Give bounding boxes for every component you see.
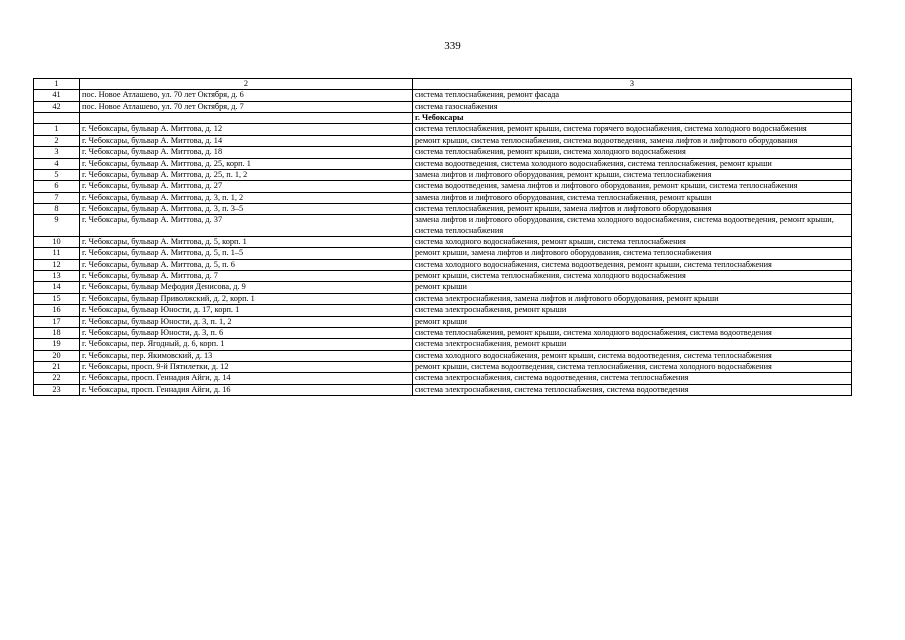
table-row [34,192,852,203]
row-address: г. Чебоксары, бульвар А. Миттова, д. 25, корп. 1 [80,158,413,169]
row-address: пос. Новое Атлашево, ул. 70 лет Октября, д. 7 [80,101,413,112]
row-address: г. Чебоксары, бульвар Юности, д. 3, п. 6 [80,327,413,338]
row-works: система газоснабжения [413,101,852,112]
row-number: 13 [34,271,80,282]
row-works: система водоотведения, замена лифтов и лифтового оборудования, ремонт крыши, система теплоснабжения [413,181,852,192]
row-works: система электроснабжения, система теплоснабжения, система водоотведения [413,384,852,395]
column-number-3: 3 [413,79,852,90]
section-row [34,113,852,124]
section-empty-cell [34,113,80,124]
table-row [34,271,852,282]
row-works: система холодного водоснабжения, ремонт крыши, система водоотведения, система теплоснабжения [413,350,852,361]
row-works: ремонт крыши, система теплоснабжения, система водоотведения, замена лифтов и лифтового оборудования [413,135,852,146]
row-address: г. Чебоксары, бульвар А. Миттова, д. 27 [80,181,413,192]
row-number: 10 [34,237,80,248]
row-address: г. Чебоксары, бульвар А. Миттова, д. 3, п. 1, 2 [80,192,413,203]
table-row [34,147,852,158]
row-number: 12 [34,259,80,270]
table-row [34,237,852,248]
table-row [34,327,852,338]
row-number: 11 [34,248,80,259]
row-number: 42 [34,101,80,112]
row-number: 2 [34,135,80,146]
row-works: ремонт крыши, замена лифтов и лифтового оборудования, система теплоснабжения [413,248,852,259]
row-number: 16 [34,305,80,316]
row-address: г. Чебоксары, бульвар А. Миттова, д. 3, п. 3–5 [80,203,413,214]
row-address: г. Чебоксары, бульвар А. Миттова, д. 18 [80,147,413,158]
row-address: г. Чебоксары, бульвар А. Миттова, д. 12 [80,124,413,135]
table-row [34,305,852,316]
row-address: г. Чебоксары, бульвар А. Миттова, д. 25, п. 1, 2 [80,169,413,180]
table-row [34,181,852,192]
row-works: система электроснабжения, ремонт крыши [413,339,852,350]
row-number: 21 [34,361,80,372]
row-address: г. Чебоксары, бульвар А. Миттова, д. 37 [80,215,413,237]
row-number: 7 [34,192,80,203]
table-row [34,282,852,293]
row-works: ремонт крыши, система теплоснабжения, система холодного водоснабжения [413,271,852,282]
row-address: г. Чебоксары, просп. 9-й Пятилетки, д. 12 [80,361,413,372]
table-row [34,215,852,237]
row-works: система теплоснабжения, ремонт крыши, система горячего водоснабжения, система холодного водоснабжения [413,124,852,135]
row-works: система теплоснабжения, ремонт крыши, система холодного водоснабжения, система водоотведения [413,327,852,338]
table-row [34,90,852,101]
row-number: 4 [34,158,80,169]
row-works: система холодного водоснабжения, ремонт крыши, система теплоснабжения [413,237,852,248]
row-works: ремонт крыши [413,282,852,293]
row-works: система теплоснабжения, ремонт фасада [413,90,852,101]
table-row [34,339,852,350]
row-address: г. Чебоксары, бульвар А. Миттова, д. 7 [80,271,413,282]
table-row [34,124,852,135]
table-row [34,293,852,304]
row-works: ремонт крыши, система водоотведения, система теплоснабжения, система холодного водоснабжения [413,361,852,372]
table-header-row [34,79,852,90]
row-works: система электроснабжения, ремонт крыши [413,305,852,316]
row-address: г. Чебоксары, бульвар А. Миттова, д. 5, п. 6 [80,259,413,270]
table-row [34,384,852,395]
table-row [34,316,852,327]
page-number: 339 [444,40,461,52]
table-row [34,158,852,169]
row-address: г. Чебоксары, просп. Геннадия Айги, д. 16 [80,384,413,395]
row-address: г. Чебоксары, просп. Геннадия Айги, д. 14 [80,373,413,384]
column-number-2: 2 [80,79,413,90]
table-row [34,101,852,112]
row-number: 8 [34,203,80,214]
row-works: замена лифтов и лифтового оборудования, ремонт крыши, система теплоснабжения [413,169,852,180]
table-row [34,259,852,270]
table-row [34,373,852,384]
row-works: замена лифтов и лифтового оборудования, система холодного водоснабжения, система водоотведения, ремонт крыши, система теплоснабжения [413,215,852,237]
row-number: 3 [34,147,80,158]
row-address: г. Чебоксары, пер. Ягодный, д. 6, корп. 1 [80,339,413,350]
table-row [34,361,852,372]
row-address: г. Чебоксары, бульвар А. Миттова, д. 5, корп. 1 [80,237,413,248]
row-address: г. Чебоксары, бульвар Мефодия Денисова, д. 9 [80,282,413,293]
row-number: 23 [34,384,80,395]
table-row [34,248,852,259]
column-number-1: 1 [34,79,80,90]
section-empty-cell [80,113,413,124]
row-address: г. Чебоксары, бульвар А. Миттова, д. 5, п. 1–5 [80,248,413,259]
row-works: замена лифтов и лифтового оборудования, система теплоснабжения, ремонт крыши [413,192,852,203]
row-number: 6 [34,181,80,192]
row-works: система теплоснабжения, ремонт крыши, замена лифтов и лифтового оборудования [413,203,852,214]
table-body [34,79,852,396]
row-number: 22 [34,373,80,384]
row-number: 18 [34,327,80,338]
row-works: ремонт крыши [413,316,852,327]
row-works: система электроснабжения, замена лифтов и лифтового оборудования, ремонт крыши [413,293,852,304]
row-address: г. Чебоксары, бульвар Юности, д. 17, корп. 1 [80,305,413,316]
row-number: 1 [34,124,80,135]
row-works: система холодного водоснабжения, система водоотведения, ремонт крыши, система теплоснабжения [413,259,852,270]
row-number: 14 [34,282,80,293]
row-number: 9 [34,215,80,237]
row-works: система водоотведения, система холодного водоснабжения, система теплоснабжения, ремонт крыши [413,158,852,169]
table-row [34,203,852,214]
row-number: 19 [34,339,80,350]
row-works: система теплоснабжения, ремонт крыши, система холодного водоснабжения [413,147,852,158]
row-works: система электроснабжения, система водоотведения, система теплоснабжения [413,373,852,384]
row-number: 15 [34,293,80,304]
table-row [34,135,852,146]
row-number: 41 [34,90,80,101]
section-title: г. Чебоксары [413,113,852,124]
row-address: г. Чебоксары, бульвар Приволжский, д. 2, корп. 1 [80,293,413,304]
row-address: пос. Новое Атлашево, ул. 70 лет Октября, д. 6 [80,90,413,101]
row-number: 5 [34,169,80,180]
table-row [34,169,852,180]
row-address: г. Чебоксары, пер. Якимовский, д. 13 [80,350,413,361]
row-address: г. Чебоксары, бульвар Юности, д. 3, п. 1, 2 [80,316,413,327]
table-row [34,350,852,361]
works-table [33,78,852,396]
row-address: г. Чебоксары, бульвар А. Миттова, д. 14 [80,135,413,146]
row-number: 20 [34,350,80,361]
row-number: 17 [34,316,80,327]
